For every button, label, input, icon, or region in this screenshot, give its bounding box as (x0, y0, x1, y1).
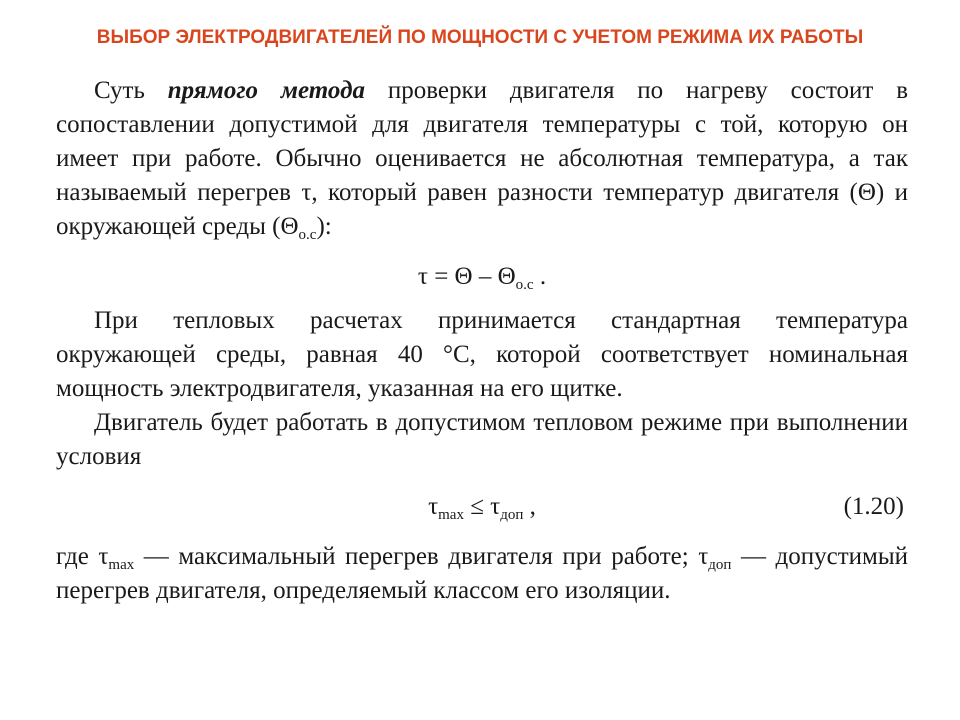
definitions-sub-max: max (108, 557, 135, 573)
paragraph-1-tail: ): (316, 213, 332, 240)
formula-overheat-lhs: τ = Θ – Θ (417, 263, 516, 290)
subscript-ambient: о.с (298, 227, 317, 243)
paragraph-condition: Двигатель будет работать в допустимом тепловом режиме при выполнении условия (56, 409, 908, 470)
definitions-sub-allowed: доп (708, 557, 732, 573)
formula-overheat-end: . (533, 263, 547, 290)
slide-title: ВЫБОР ЭЛЕКТРОДВИГАТЕЛЕЙ ПО МОЩНОСТИ С УЧЕТОМ РЕЖИМА ИХ РАБОТЫ (96, 27, 864, 48)
equation-number: (1.20) (843, 493, 904, 520)
formula-condition-end: , (523, 493, 536, 520)
formula-overheat (56, 260, 908, 294)
formula-condition-tau: τ (428, 493, 439, 520)
formula-condition-sub-max: max (438, 507, 464, 523)
scanned-text-block (56, 74, 908, 608)
paragraph-definitions (56, 540, 908, 608)
paragraph-1-lead: Суть (94, 77, 168, 104)
definitions-part-3: — допустимый перегрев двигателя, определяемый классом его изоляции. (56, 543, 908, 604)
formula-condition-sub-allowed: доп (500, 507, 524, 523)
definitions-part-1: где τ (56, 543, 109, 570)
formula-condition (56, 490, 908, 524)
paragraph-1-body: проверки двигателя по нагреву состоит в сопоставлении допустимой для двигателя температуры с той, которую он имеет при работе. Обычно оценивается не абсолютная температура, а так называемый перегрев τ, который равен разности температур двигателя (Θ) и окружающей среды (Θ (56, 77, 909, 240)
definitions-part-2: — максимальный перегрев двигателя при работе; τ (134, 543, 709, 570)
paragraph-direct-method (56, 74, 908, 244)
emphasis-direct-method: прямого метода (167, 77, 365, 104)
paragraph-standard-temperature: При тепловых расчетах принимается стандартная температура окружающей среды, равная 40 °С, которой соответствует номинальная мощность электродвигателя, указанная на его щитке. (56, 307, 908, 402)
formula-condition-operator: ≤ τ (463, 493, 501, 520)
formula-overheat-sub: о.с (515, 277, 534, 293)
